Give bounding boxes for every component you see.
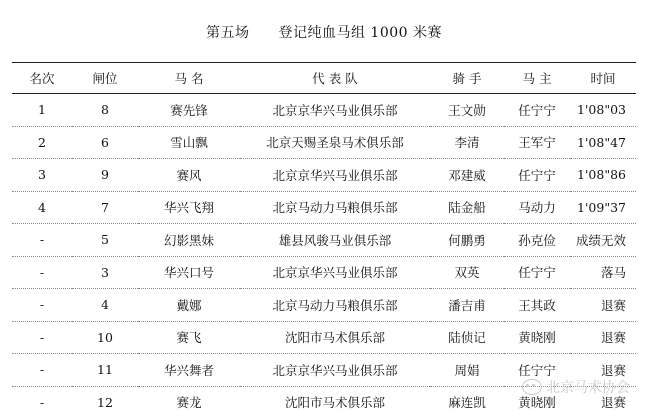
cell-jockey: 陆金船 (430, 191, 504, 224)
table-row (12, 159, 636, 192)
cell-horse: 赛先锋 (138, 94, 240, 127)
cell-jockey: 陆侦记 (430, 321, 504, 354)
cell-time: 退赛 (570, 321, 636, 354)
cell-owner: 黄晓刚 (518, 395, 556, 411)
cell-time: 1'09"37 (570, 191, 636, 224)
watermark (522, 377, 630, 397)
cell-time: 1'08"47 (570, 126, 636, 159)
cell-rank: - (12, 289, 72, 322)
table-row (12, 191, 636, 224)
watermark-text: 北京马术协会 (546, 380, 630, 396)
header-team: 代 表 队 (240, 63, 430, 94)
cell-rank: - (12, 354, 72, 387)
cell-team: 北京马动力马粮俱乐部 (240, 289, 430, 322)
cell-gate: 9 (72, 159, 138, 192)
cell-owner: 马动力 (504, 191, 570, 224)
cell-owner: 任宁宁 (504, 94, 570, 127)
cell-gate: 7 (72, 191, 138, 224)
cell-rank: 3 (12, 159, 72, 192)
cell-horse: 戴娜 (138, 289, 240, 322)
cell-owner: 王军宁 (504, 126, 570, 159)
cell-time: 退赛 (570, 354, 636, 387)
cell-jockey: 王文勋 (430, 94, 504, 127)
cell-team: 北京马动力马粮俱乐部 (240, 191, 430, 224)
cell-rank: 4 (12, 191, 72, 224)
cell-team: 雄县风骏马业俱乐部 (240, 224, 430, 257)
table-row (12, 94, 636, 127)
header-rank: 名次 (12, 63, 72, 94)
cell-jockey: 邓建威 (430, 159, 504, 192)
cell-horse: 雪山飘 (138, 126, 240, 159)
cell-time: 退赛 (600, 395, 626, 411)
cell-rank: - (12, 224, 72, 257)
cell-jockey: 潘吉甫 (430, 289, 504, 322)
cell-rank: 2 (12, 126, 72, 159)
cell-gate: 3 (72, 256, 138, 289)
header-jockey: 骑 手 (430, 63, 504, 94)
table-row (12, 289, 636, 322)
cell-time: 成绩无效 (570, 224, 636, 257)
header-gate: 闸位 (72, 63, 138, 94)
cell-owner: 孙克俭 (504, 224, 570, 257)
header-time: 时间 (570, 63, 636, 94)
wechat-icon (522, 379, 542, 395)
cell-horse: 华兴飞翔 (138, 191, 240, 224)
page-title: 第五场 登记纯血马组 1000 米赛 (205, 25, 443, 41)
cell-gate: 11 (72, 354, 138, 387)
cell-gate: 5 (72, 224, 138, 257)
cell-time: 1'08"03 (570, 94, 636, 127)
cell-owner: 黄晓刚 (504, 321, 570, 354)
cell-gate: 8 (72, 94, 138, 127)
cell-owner: 王其政 (504, 289, 570, 322)
header-owner: 马 主 (504, 63, 570, 94)
cell-gate: 12 (97, 394, 113, 410)
cell-time: 退赛 (570, 289, 636, 322)
table-row (12, 321, 636, 354)
cell-jockey: 周娟 (430, 354, 504, 387)
cell-rank: 1 (12, 94, 72, 127)
cell-rank: - (12, 321, 72, 354)
cell-horse: 幻影黑妹 (138, 224, 240, 257)
cell-owner: 任宁宁 (504, 354, 570, 387)
cell-time: 落马 (570, 256, 636, 289)
cell-jockey: 何鹏勇 (430, 224, 504, 257)
cell-team: 北京京华兴马业俱乐部 (240, 159, 430, 192)
cell-jockey: 李清 (430, 126, 504, 159)
cell-gate: 4 (72, 289, 138, 322)
cell-time: 1'08"86 (570, 159, 636, 192)
cell-gate: 6 (72, 126, 138, 159)
results-table (12, 62, 636, 418)
cell-team: 北京京华兴马业俱乐部 (240, 354, 430, 387)
cell-rank: - (12, 256, 72, 289)
cell-horse: 华兴口号 (138, 256, 240, 289)
cell-team: 沈阳市马术俱乐部 (284, 395, 385, 411)
table-header-row (12, 63, 636, 94)
cell-horse: 赛飞 (138, 321, 240, 354)
cell-horse: 赛龙 (176, 395, 202, 411)
header-horse: 马 名 (138, 63, 240, 94)
table-row (12, 126, 636, 159)
cell-team: 北京京华兴马业俱乐部 (240, 94, 430, 127)
cell-team: 北京京华兴马业俱乐部 (240, 256, 430, 289)
cell-owner: 任宁宁 (504, 159, 570, 192)
cell-rank: - (39, 394, 45, 410)
cell-jockey: 双英 (430, 256, 504, 289)
cell-team: 北京天赐圣泉马术俱乐部 (240, 126, 430, 159)
cell-owner: 任宁宁 (504, 256, 570, 289)
table-row (12, 256, 636, 289)
cell-horse: 赛风 (138, 159, 240, 192)
cell-horse: 华兴舞者 (138, 354, 240, 387)
cell-jockey: 麻连凯 (448, 395, 486, 411)
cell-gate: 10 (72, 321, 138, 354)
cell-team: 沈阳市马术俱乐部 (240, 321, 430, 354)
table-row (12, 224, 636, 257)
